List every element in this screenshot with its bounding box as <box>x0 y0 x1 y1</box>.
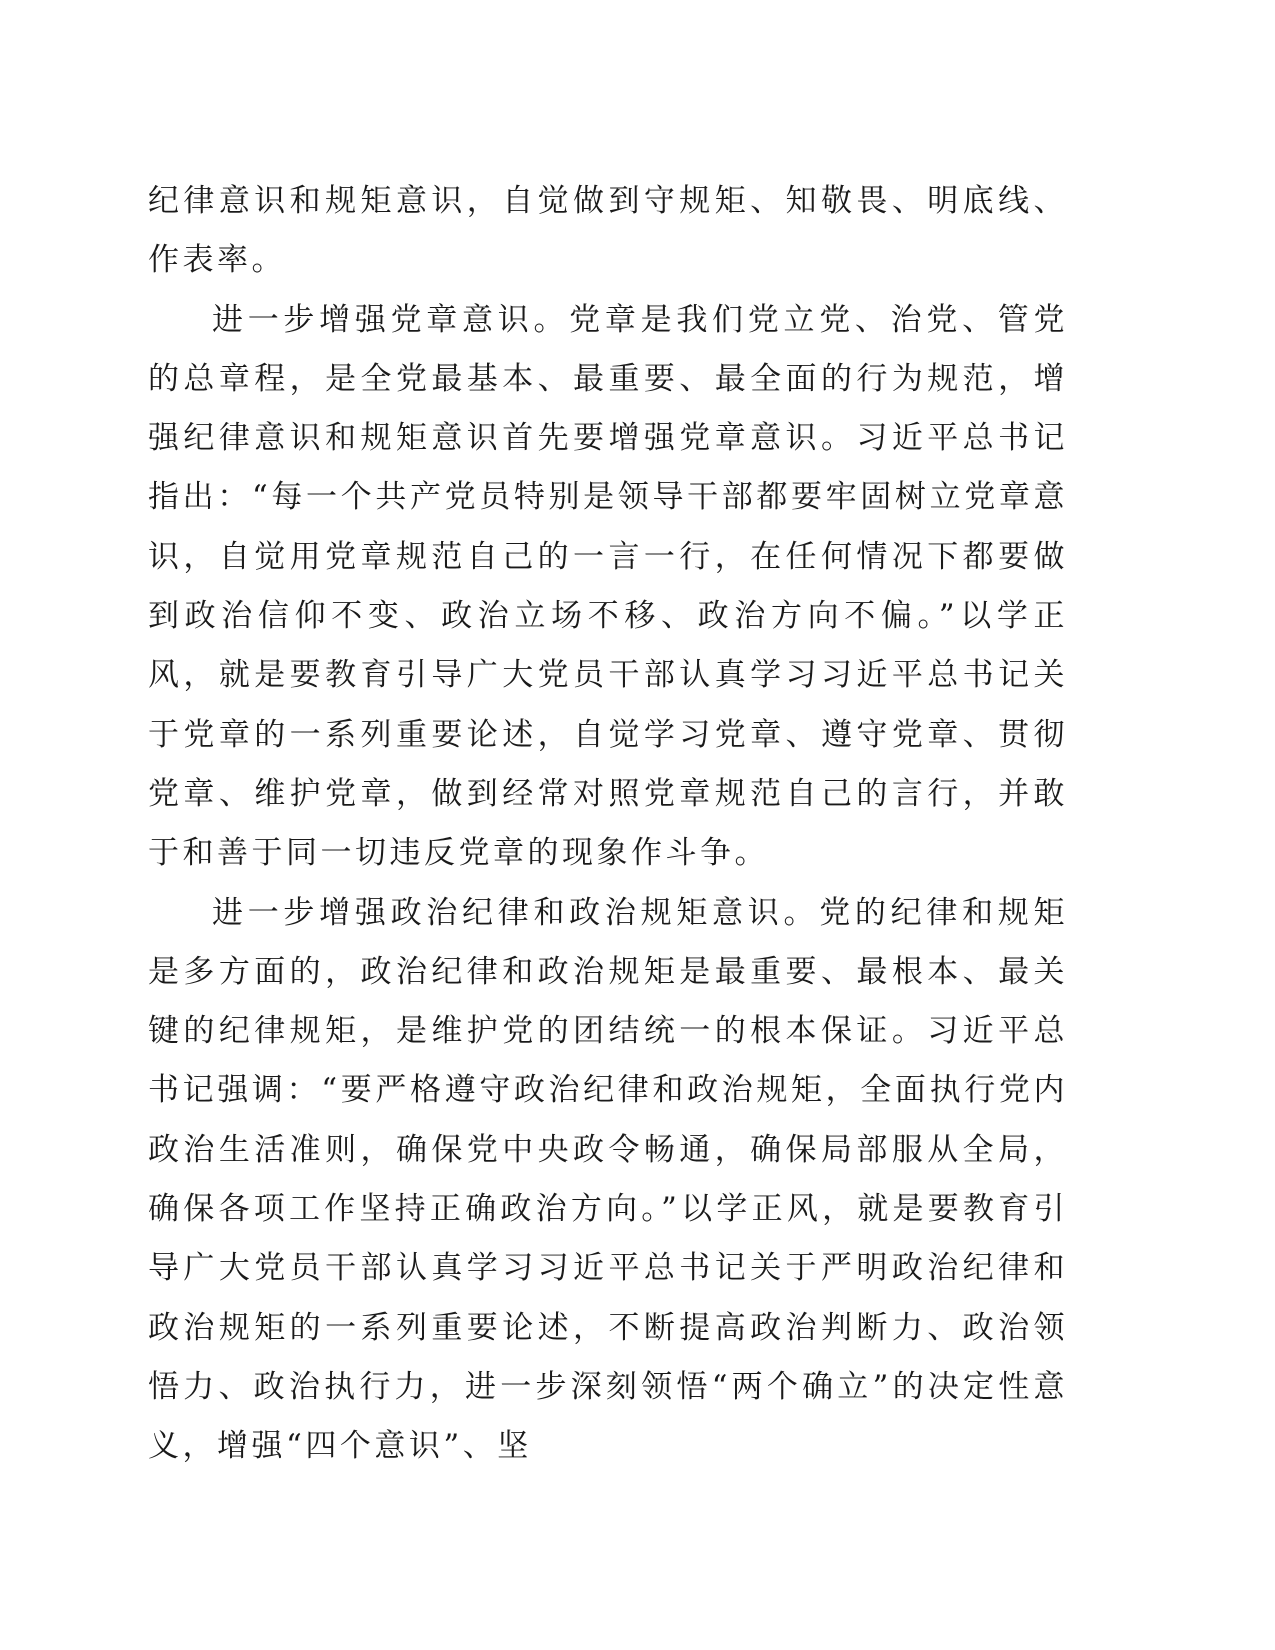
document-body <box>148 172 1068 1477</box>
paragraph-political-discipline: 进一步增强政治纪律和政治规矩意识。党的纪律和规矩是多方面的，政治纪律和政治规矩是最重要、最根本、最关键的纪律规矩，是维护党的团结统一的根本保证。习近平总书记强调：“要严格遵守政治纪律和政治规矩，全面执行党内政治生活准则，确保党中央政令畅通，确保局部服从全局，确保各项工作坚持正确政治方向。”以学正风，就是要教育引导广大党员干部认真学习习近平总书记关于严明政治纪律和政治规矩的一系列重要论述，不断提高政治判断力、政治领悟力、政治执行力，进一步深刻领悟“两个确立”的决定性意义，增强“四个意识”、坚 <box>148 894 1068 1465</box>
paragraph-continuation: 纪律意识和规矩意识，自觉做到守规矩、知敬畏、明底线、作表率。 <box>148 183 1068 279</box>
paragraph-party-constitution: 进一步增强党章意识。党章是我们党立党、治党、管党的总章程，是全党最基本、最重要、最全面的行为规范，增强纪律意识和规矩意识首先要增强党章意识。习近平总书记指出：“每一个共产党员特别是领导干部都要牢固树立党章意识，自觉用党章规范自己的一言一行，在任何情况下都要做到政治信仰不变、政治立场不移、政治方向不偏。”以学正风，就是要教育引导广大党员干部认真学习习近平总书记关于党章的一系列重要论述，自觉学习党章、遵守党章、贯彻党章、维护党章，做到经常对照党章规范自己的言行，并敢于和善于同一切违反党章的现象作斗争。 <box>148 301 1068 872</box>
